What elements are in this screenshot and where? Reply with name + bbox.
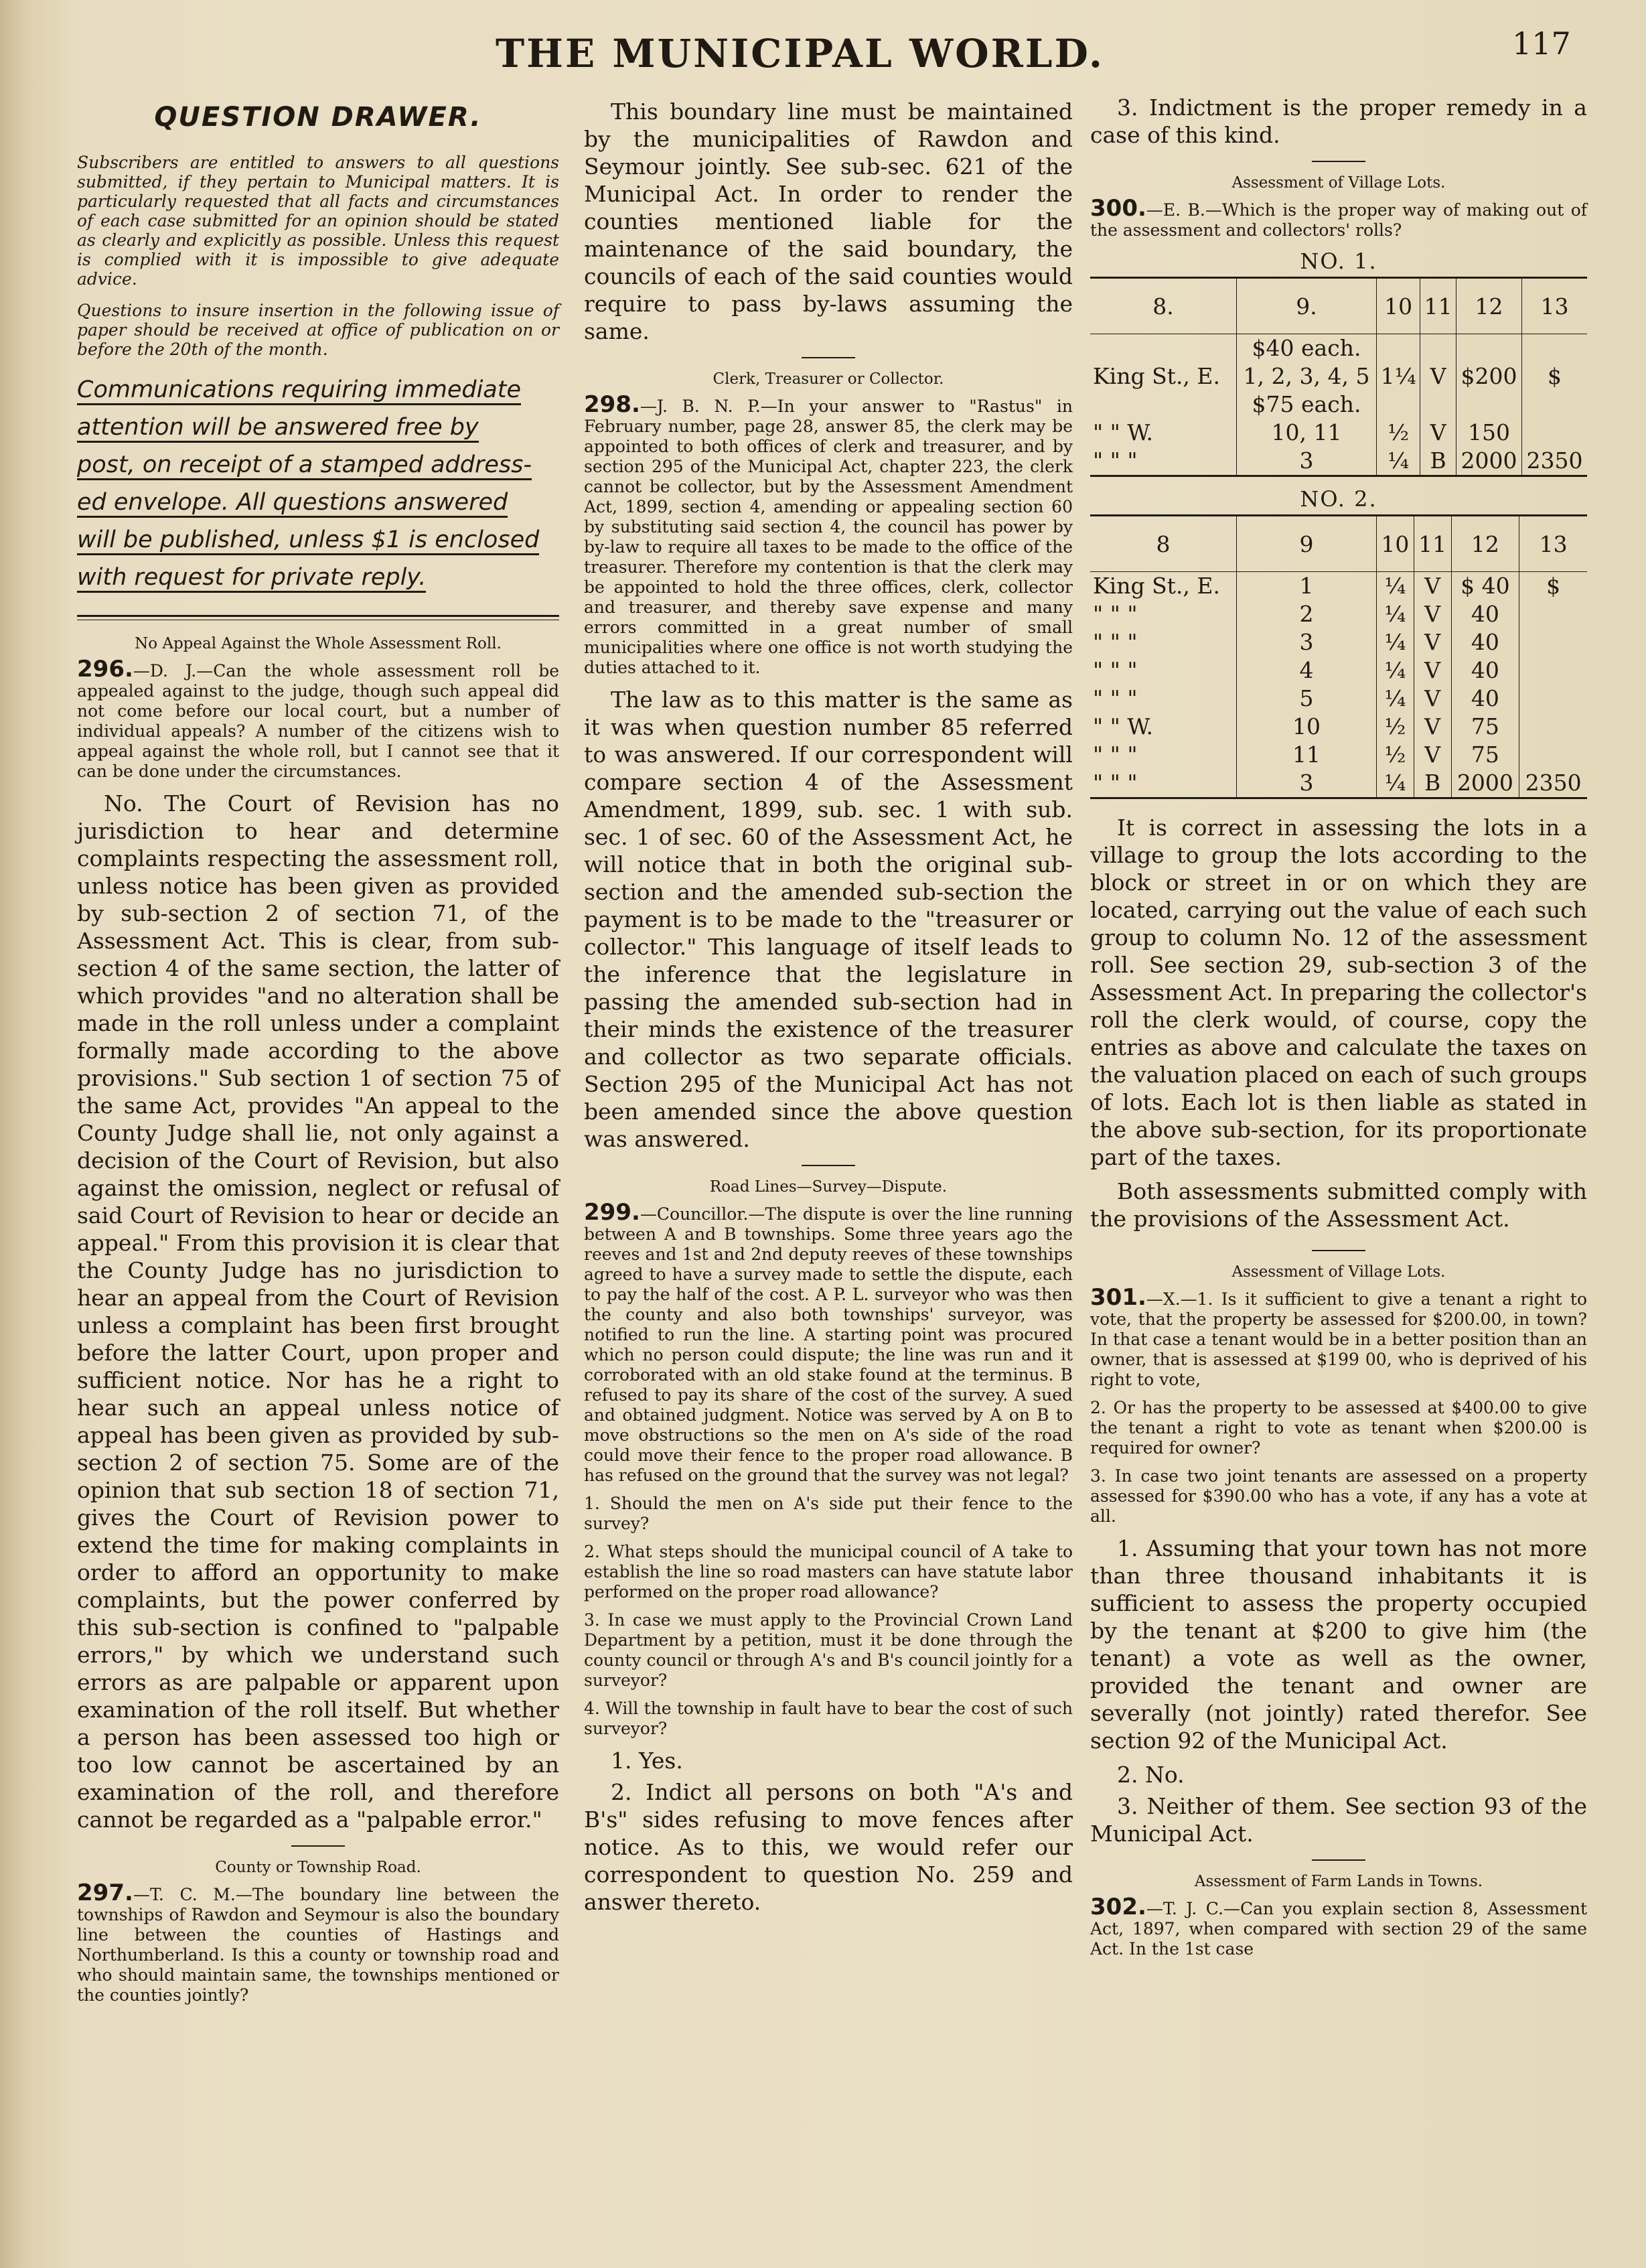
table2-caption: NO. 2. (1300, 486, 1377, 512)
table-cell: ¼ (1377, 685, 1414, 713)
q297-number: 297. (77, 1880, 133, 1906)
column-1 (77, 94, 559, 2013)
table-header: 9. (1237, 278, 1377, 334)
table-cell: 10 (1237, 713, 1377, 741)
q299-answer-3: 3. Indictment is the proper remedy in a case of this kind. (1090, 94, 1587, 148)
journal-title: THE MUNICIPAL WORLD. (496, 31, 1105, 76)
q301-heading: Assessment of Village Lots. (1231, 1263, 1446, 1281)
table-cell (1519, 600, 1587, 628)
table-header: 13 (1522, 278, 1587, 334)
table-row (1090, 572, 1587, 601)
table-cell (1090, 391, 1237, 419)
table-cell: $40 each. (1237, 334, 1377, 363)
table-cell: B (1414, 769, 1451, 798)
q300-number: 300. (1090, 195, 1146, 222)
table-row (1090, 362, 1587, 391)
q299-subquestion: 2. What steps should the municipal council of A take to establish the line so road masters can have statute labor performed on the proper road allowance? (584, 1542, 1073, 1602)
divider (291, 1845, 345, 1847)
table-row (1090, 656, 1587, 685)
table-row (1090, 713, 1587, 741)
table-cell: 3 (1237, 628, 1377, 656)
table-cell: ¼ (1377, 628, 1414, 656)
q299-subquestion: 1. Should the men on A's side put their fence to the survey? (584, 1494, 1073, 1533)
comm-line: attention will be answered free by (77, 409, 559, 446)
table-cell: 3 (1237, 447, 1377, 476)
running-header (0, 25, 1646, 79)
q301-answer-2: 2. No. (1117, 1762, 1185, 1788)
table-cell: V (1414, 741, 1451, 769)
q296-answer: No. The Court of Revision has no jurisdiction to hear and determine complaints respecting the assessment roll, unless notice has been given as provided by sub-section 2 of section 71, of the Assessment Act. This is clear, from sub-section 4 of the same section, the latter of which provides "and no alteration shall be made in the roll unless under a complaint formally made according to the above provisions." Sub section 1 of section 75 of the same Act, provides "An appeal to the County Judge shall lie, not only against a decision of the Court of Revision, but also against the omission, neglect or refusal of said Court of Revision to hear or decide an appeal." From this provision it is clear that the County Judge has no jurisdiction to hear an appeal from the Court of Revision unless a complaint has been first brought before the latter Court, upon proper and sufficient notice. Nor has he a right to hear such an appeal unless notice of appeal has been given as provided by sub-section 2 of section 75. Some are of the opinion that sub section 18 of section 71, gives the Court of Revision power to extend the time for making complaints in order to afford an opportunity to make complaints, but the power conferred by this sub-section is confined to "palpable errors," by which we understand such errors as are palpable or apparent upon examination of the roll itself. But whether a person has been assessed too high or too low cannot be ascertained by an examination of the roll, and therefore cannot be regarded as a "palpable error." (77, 790, 559, 1833)
column-3 (1090, 94, 1587, 1967)
table-cell: V (1414, 628, 1451, 656)
table-row (1090, 769, 1587, 798)
table-cell: 10, 11 (1237, 419, 1377, 447)
table-cell: V (1414, 572, 1451, 601)
table-cell: 2000 (1456, 447, 1522, 476)
q299-subquestion: 3. In case we must apply to the Provincial Crown Land Department by a petition, must it be done through the county council or through A's and B's council jointly for a surveyor? (584, 1610, 1073, 1690)
table-row (1090, 741, 1587, 769)
q299-subquestion: 4. Will the township in fault have to bear the cost of such surveyor? (584, 1699, 1073, 1738)
table-cell: 2350 (1519, 769, 1587, 798)
table-cell: 1¼ (1377, 362, 1420, 391)
table-cell (1522, 419, 1587, 447)
assessment-table-2 (1090, 514, 1587, 799)
table-cell: 75 (1451, 713, 1519, 741)
q301-question: 301.—X.—1. Is it sufficient to give a tenant a right to vote, that the property be assessed for $200.00, in town? In that case a tenant would be in a better position than an owner, that is assessed at $199 00, who is deprived of his right to vote, (1090, 1284, 1587, 1389)
table-header-row (1090, 516, 1587, 572)
table-cell: ½ (1377, 419, 1420, 447)
comm-line: ed envelope. All questions answered (77, 484, 559, 521)
table-cell: King St., E. (1090, 362, 1237, 391)
table-row (1090, 447, 1587, 476)
q300-answer: It is correct in assessing the lots in a village to group the lots according to the block or street in or on which they are located, carrying out the value of each such group to column No. 12 of the assessment roll. See section 29, sub-section 3 of the Assessment Act. In preparing the collector's roll the clerk would, of course, copy the entries as above and calculate the taxes on the valuation placed on each of such groups of lots. Each lot is then liable as stated in the above sub-section, for its proportionate part of the taxes. (1090, 814, 1587, 1170)
table-cell: V (1414, 685, 1451, 713)
q297-answer: This boundary line must be maintained by the municipalities of Rawdon and Seymour jointly. See sub-sec. 621 of the Municipal Act. In order to render the counties mentioned liable for the maintenance of the said boundary, the councils of each of the said counties would require to pass by-laws assuming the same. (584, 98, 1073, 344)
table-cell: 1 (1237, 572, 1377, 601)
table-cell: V (1420, 362, 1456, 391)
table-cell: V (1414, 713, 1451, 741)
table-cell (1519, 685, 1587, 713)
assessment-table-1 (1090, 277, 1587, 477)
communications-notice (77, 371, 559, 596)
q300-answer-2: Both assessments submitted comply with the provisions of the Assessment Act. (1090, 1178, 1587, 1232)
comm-line: with request for private reply. (77, 559, 559, 596)
table-cell: 40 (1451, 600, 1519, 628)
divider (802, 1165, 855, 1166)
q298-question: 298.—J. B. N. P.—In your answer to "Rastus" in February number, page 28, answer 85, the clerk may be appointed to both offices of clerk and treasurer, and by section 295 of the Municipal Act, chapter 223, the clerk cannot be collector, but by the Assessment Amendment Act, 1899, section 4, amending or appealing section 60 by substituting said section 4, the council has power by by-law to require all taxes to be made to the office of the treasurer. Therefore my contention is that the clerk may be appointed to hold the three offices, clerk, collector and treasurer, and thereby save expense and many errors committed in a great number of small municipalities where one office is not worth studying the duties attached to it. (584, 391, 1073, 677)
q299-number: 299. (584, 1199, 640, 1226)
table-cell: ¼ (1377, 600, 1414, 628)
table-cell (1519, 628, 1587, 656)
table-row (1090, 628, 1587, 656)
table-cell: " " " (1090, 447, 1237, 476)
table-cell: 40 (1451, 685, 1519, 713)
table-cell: $200 (1456, 362, 1522, 391)
table-row (1090, 334, 1587, 363)
table-cell: ¼ (1377, 447, 1420, 476)
table-cell (1420, 391, 1456, 419)
q300-question: 300.—E. B.—Which is the proper way of making out of the assessment and collectors' rolls? (1090, 195, 1587, 240)
page-number: 117 (1512, 25, 1571, 62)
table-header: 8. (1090, 278, 1237, 334)
table-cell: 1, 2, 3, 4, 5 (1237, 362, 1377, 391)
table-cell: 2 (1237, 600, 1377, 628)
q297-question: 297.—T. C. M.—The boundary line between the townships of Rawdon and Seymour is also the boundary line between the counties of Hastings and Northumberland. Is this a county or township road and who should maintain same, the townships mentioned or the counties jointly? (77, 1880, 559, 2005)
table-cell (1420, 334, 1456, 363)
q298-answer: The law as to this matter is the same as it was when question number 85 referred to was answered. If our correspondent will compare section 4 of the Assessment Amendment, 1899, sub. sec. 1 with sub. sec. 1 of sec. 60 of the Assessment Act, he will notice that in both the original sub-section and the amended sub-section the payment is to be made to the "treasurer or collector." This language of itself leads to the inference that the legislature in passing the amended sub-section had in their minds the existence of the treasurer and collector as two separate officials. Section 295 of the Municipal Act has not been amended since the above question was answered. (584, 687, 1073, 1152)
q299-answer-1: 1. Yes. (611, 1748, 683, 1774)
table-cell: King St., E. (1090, 572, 1237, 601)
table-cell: " " " (1090, 628, 1237, 656)
divider (1312, 161, 1365, 162)
table-cell: 5 (1237, 685, 1377, 713)
q301-answer-1: 1. Assuming that your town has not more than three thousand inhabitants it is sufficient to assess the property occupied by the tenant at $200 to give him (the tenant) a vote as well as the owner, provided the tenant and owner are severally (not jointly) rated therefor. See section 92 of the Municipal Act. (1090, 1535, 1587, 1754)
table-cell (1456, 391, 1522, 419)
comm-line: will be published, unless $1 is enclosed (77, 521, 559, 559)
q301-answer-3: 3. Neither of them. See section 93 of the Municipal Act. (1090, 1793, 1587, 1847)
table-cell: V (1414, 656, 1451, 685)
table-header: 11 (1414, 516, 1451, 572)
table-header: 10 (1377, 516, 1414, 572)
q298-heading: Clerk, Treasurer or Collector. (713, 370, 944, 388)
table-cell: 4 (1237, 656, 1377, 685)
table-header: 9 (1237, 516, 1377, 572)
table-cell (1456, 334, 1522, 363)
table-row (1090, 685, 1587, 713)
q300-heading: Assessment of Village Lots. (1231, 174, 1446, 192)
table-cell: " " " (1090, 685, 1237, 713)
comm-line: post, on receipt of a stamped address- (77, 446, 559, 484)
comm-line: Communications requiring immediate (77, 371, 559, 409)
table-cell: ¼ (1377, 656, 1414, 685)
table1-caption: NO. 1. (1300, 249, 1377, 274)
q302-number: 302. (1090, 1894, 1146, 1920)
table-cell: " " W. (1090, 419, 1237, 447)
table-header: 10 (1377, 278, 1420, 334)
table-cell (1090, 334, 1237, 363)
table-cell: 2350 (1522, 447, 1587, 476)
table-row (1090, 600, 1587, 628)
q296-question: 296.—D. J.—Can the whole assessment roll be appealed against to the judge, though such appeal did not come before our local court, but a number of individual appeals? A number of the citizens wish to appeal against the whole roll, but I cannot see that it can be done under the circumstances. (77, 656, 559, 781)
table-cell (1519, 656, 1587, 685)
table-cell: $ (1546, 573, 1561, 599)
subscriber-notice: Subscribers are entitled to answers to all questions submitted, if they pertain to Municipal matters. It is particularly requested that all facts and circumstances of each case submitted for an opinion should be stated as clearly and explicitly as possible. Unless this request is complied with it is impossible to give adequate advice. (77, 153, 559, 289)
table-cell: " " " (1090, 600, 1237, 628)
table-cell: 40 (1451, 628, 1519, 656)
table-header: 8 (1090, 516, 1237, 572)
table-cell: " " " (1090, 741, 1237, 769)
divider (802, 357, 855, 358)
table-cell: " " " (1090, 656, 1237, 685)
table-cell: $75 each. (1237, 391, 1377, 419)
table-cell (1522, 334, 1587, 363)
table-cell: $ (1548, 363, 1562, 389)
q298-number: 298. (584, 391, 640, 418)
table-cell: 75 (1451, 741, 1519, 769)
table-cell: V (1414, 600, 1451, 628)
divider (1312, 1250, 1365, 1251)
table-cell (1377, 334, 1420, 363)
table-cell: ¼ (1377, 572, 1414, 601)
divider (1312, 1859, 1365, 1861)
column-2 (584, 94, 1073, 1922)
table-header: 12 (1451, 516, 1519, 572)
table-cell: 11 (1237, 741, 1377, 769)
q301-subquestion: 3. In case two joint tenants are assessed on a property assessed for $390.00 who has a vote, if any has a vote at all. (1090, 1466, 1587, 1526)
q302-heading: Assessment of Farm Lands in Towns. (1194, 1873, 1483, 1890)
table-row (1090, 391, 1587, 419)
table-cell (1519, 741, 1587, 769)
table-cell: V (1420, 419, 1456, 447)
section-title: QUESTION DRAWER. (154, 102, 482, 133)
table-cell (1522, 391, 1587, 419)
q299-heading: Road Lines—Survey—Dispute. (709, 1178, 948, 1196)
q301-number: 301. (1090, 1284, 1146, 1311)
table-cell: 150 (1456, 419, 1522, 447)
table-cell: 40 (1451, 656, 1519, 685)
deadline-notice: Questions to insure insertion in the following issue of paper should be received at office of publication on or before the 20th of the month. (77, 301, 559, 359)
table-cell: " " W. (1090, 713, 1237, 741)
table-cell: B (1420, 447, 1456, 476)
table-cell: " " " (1090, 769, 1237, 798)
q296-number: 296. (77, 656, 133, 683)
table-cell: ¼ (1377, 769, 1414, 798)
table-cell (1377, 391, 1420, 419)
q299-question: 299.—Councillor.—The dispute is over the line running between A and B townships. Some three years ago the reeves and 1st and 2nd deputy reeves of these townships agreed to have a survey made to settle the dispute, each to pay the half of the cost. A P. L. surveyor who was then the county and also both townships' surveyor, was notified to run the line. A starting point was procured which no person could dispute; the line was run and it corroborated with an old stake found at the terminus. B refused to pay its share of the cost of the survey. A sued and obtained judgment. Notice was served by A on B to move obstructions so the men on A's side of the road could move their fence to the proper road allowance. B has refused on the ground that the survey was not legal? (584, 1199, 1073, 1485)
table-cell (1519, 713, 1587, 741)
table-row (1090, 419, 1587, 447)
q299-answer-2: 2. Indict all persons on both "A's and B's" sides refusing to move fences after notice. As to this, we would refer our correspondent to question No. 259 and answer thereto. (584, 1779, 1073, 1915)
table-header-row (1090, 278, 1587, 334)
table-header: 11 (1420, 278, 1456, 334)
q302-question: 302.—T. J. C.—Can you explain section 8, Assessment Act, 1897, when compared with section 29 of the same Act. In the 1st case (1090, 1894, 1587, 1959)
table-header: 12 (1456, 278, 1522, 334)
table-cell: 3 (1237, 769, 1377, 798)
table-cell: ½ (1377, 741, 1414, 769)
q301-subquestion: 2. Or has the property to be assessed at $400.00 to give the tenant a right to vote as tenant when $200.00 is required for owner? (1090, 1398, 1587, 1458)
table-cell: 2000 (1451, 769, 1519, 798)
double-rule (77, 615, 559, 620)
q297-heading: County or Township Road. (215, 1859, 421, 1876)
q296-heading: No Appeal Against the Whole Assessment Roll. (135, 635, 502, 652)
table-cell: $ 40 (1451, 572, 1519, 601)
table-header: 13 (1519, 516, 1587, 572)
table-cell: ½ (1377, 713, 1414, 741)
